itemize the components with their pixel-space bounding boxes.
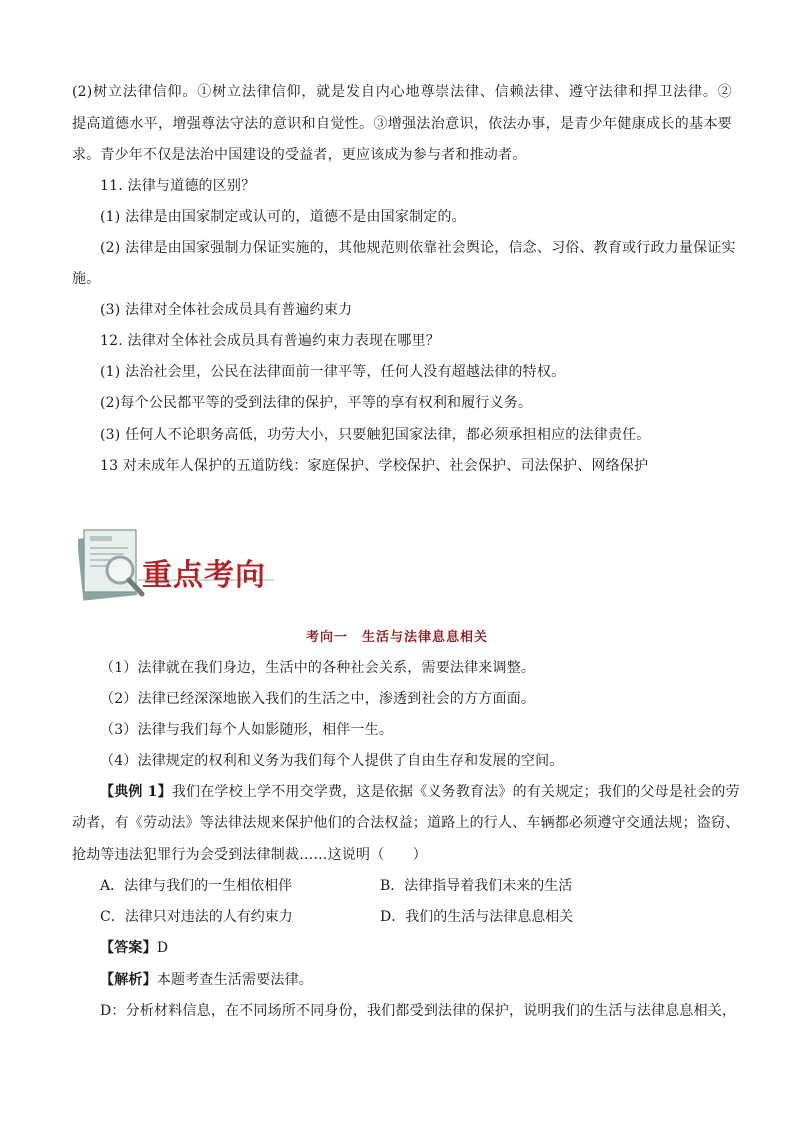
analysis-line [100, 970, 720, 990]
analysis-d-line: D：分析材料信息，在不同场所不同身份，我们都受到法律的保护，说明我们的生活与法律息息相关， [100, 1003, 737, 1019]
section-point-4: （4）法律规定的权利和义务为我们每个人提供了自由生存和发展的空间。 [100, 753, 564, 769]
q12-answer-1: (1) 法治社会里，公民在法律面前一律平等，任何人没有超越法律的特权。 [100, 364, 566, 380]
q12-title: 12. 法律对全体社会成员具有普遍约束力表现在哪里？ [100, 333, 440, 349]
q12-answer-3: (3) 任何人不论职务高低，功劳大小，只要触犯国家法律，都必须承担相应的法律责任。 [100, 427, 651, 443]
option-a: A．法律与我们的一生相依相伴 [100, 878, 293, 894]
q11-answer-3: (3) 法律对全体社会成员具有普遍约束力 [100, 302, 353, 318]
q11-answer-1: (1) 法律是由国家制定或认可的，道德不是由国家制定的。 [100, 209, 466, 225]
key-direction-banner [78, 522, 278, 604]
option-b: B．法律指导着我们未来的生活 [380, 878, 573, 894]
answer-value: D [156, 940, 169, 956]
answer-line [100, 938, 720, 958]
banner-title: 重点考向 [142, 558, 266, 593]
intro-line-3: 求。青少年不仅是法治中国建设的受益者，更应该成为参与者和推动者。 [72, 147, 527, 163]
example-text-1: 我们在学校上学不用交学费，这是依据《义务教育法》的有关规定；我们的父母是社会的劳 [171, 784, 740, 800]
q11-answer-2: (2) 法律是由国家强制力保证实施的，其他规范则依靠社会舆论，信念、习俗、教育或行政力量保证实 [100, 240, 736, 256]
q13-line: 13 对未成年人保护的五道防线：家庭保护、学校保护、社会保护、司法保护、网络保护 [100, 458, 649, 474]
q11-title: 11. 法律与道德的区别？ [100, 178, 256, 194]
option-d: D．我们的生活与法律息息相关 [380, 909, 574, 925]
answer-label: 【答案】 [100, 940, 157, 956]
option-c: C．法律只对违法的人有约束力 [100, 909, 293, 925]
section-point-2: （2）法律已经深深地嵌入我们的生活之中，渗透到社会的方方面面。 [100, 691, 536, 707]
intro-line-1: (2)树立法律信仰。①树立法律信仰，就是发自内心地尊崇法律、信赖法律、遵守法律和捍卫法律。② [72, 84, 732, 100]
analysis-text: 本题考查生活需要法律。 [156, 972, 314, 988]
analysis-label: 【解析】 [100, 972, 157, 988]
section-title: 考向一 生活与法律息息相关 [305, 630, 488, 645]
intro-line-2: 提高道德水平，增强尊法守法的意识和自觉性。③增强法治意识，依法办事，是青少年健康成长的基本要 [72, 116, 732, 132]
q12-answer-2: (2)每个公民都平等的受到法律的保护，平等的享有权利和履行义务。 [100, 395, 533, 411]
section-point-3: （3）法律与我们每个人如影随形，相伴一生。 [100, 722, 394, 738]
example-line-2: 动者，有《劳动法》等法律法规来保护他们的合法权益；道路上的行人、车辆都必须遵守交通法规；盗窃、 [72, 815, 740, 831]
example-label: 【典例 1】 [100, 784, 172, 800]
example-line-1 [100, 782, 740, 802]
q11-answer-2-cont: 施。 [72, 271, 101, 287]
example-line-3: 抢劫等违法犯罪行为会受到法律制裁……这说明（ ） [72, 847, 427, 863]
section-point-1: （1）法律就在我们身边，生活中的各种社会关系，需要法律来调整。 [100, 660, 536, 676]
